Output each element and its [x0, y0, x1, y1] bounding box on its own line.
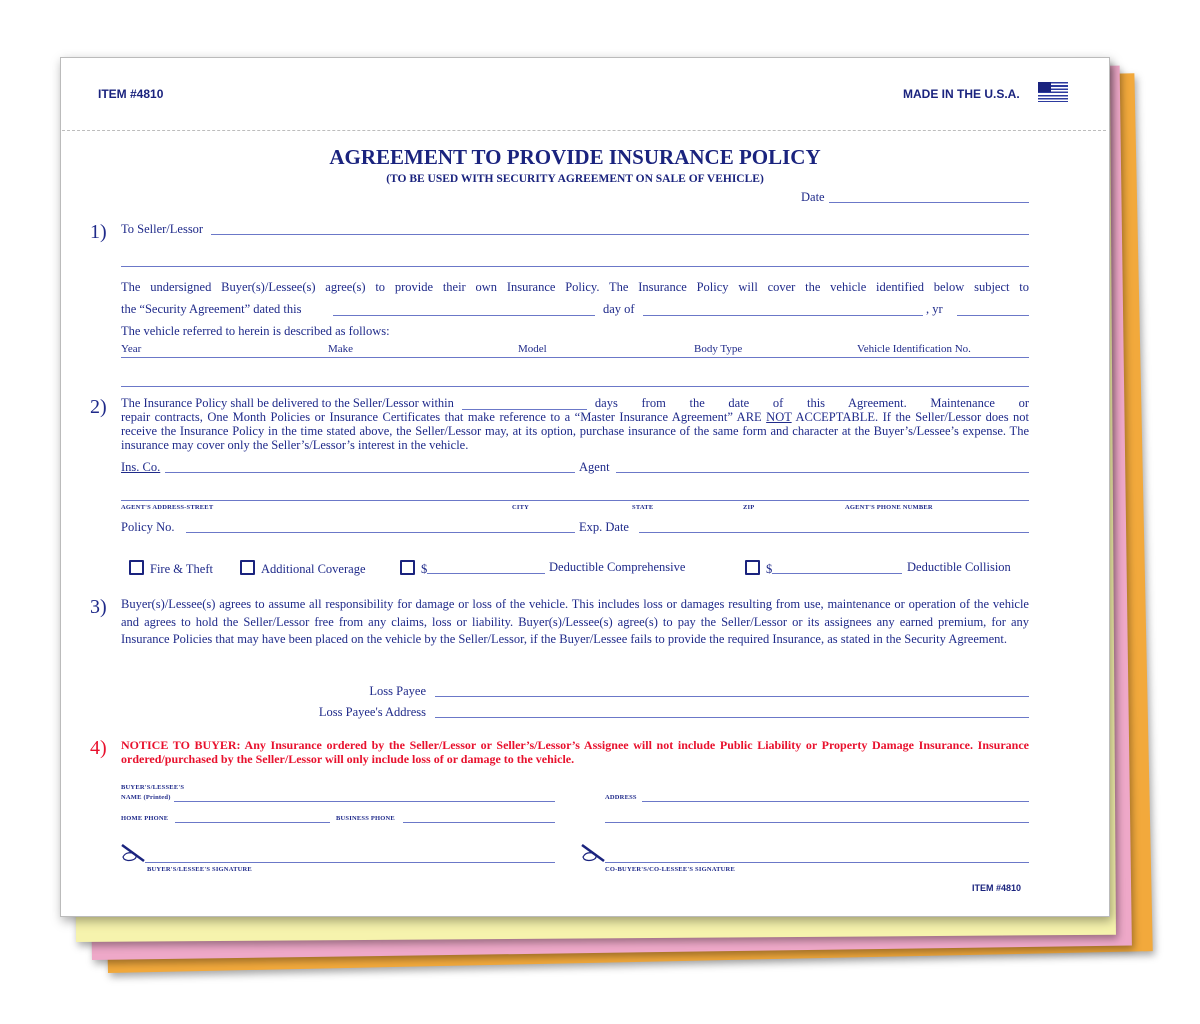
column-body-type: Body Type — [694, 343, 743, 355]
section-2-number: 2) — [90, 396, 107, 418]
not-emphasis: NOT — [766, 410, 792, 424]
delivery-text-cont: days from the date of this Agreement. Maintenance or — [594, 396, 1029, 410]
delivery-days-field[interactable] — [462, 398, 587, 410]
deductible-comprehensive-checkbox[interactable] — [400, 560, 427, 577]
agent-state-label: STATE — [632, 504, 654, 511]
additional-coverage-checkbox[interactable] — [240, 560, 366, 577]
column-year: Year — [121, 343, 142, 355]
cobuyer-signature-field[interactable] — [605, 862, 1029, 863]
buyer-name-label-line1: BUYER'S/LESSEE'S — [121, 784, 185, 791]
item-number-header: ITEM #4810 — [98, 87, 164, 101]
vehicle-header-line — [121, 357, 1029, 358]
date-label: Date — [801, 190, 825, 204]
section-3-paragraph: Buyer(s)/Lessee(s) agrees to assume all responsibility for damage or loss of the vehicle. This includes loss or damages resulting from use, maintenance or operation of the vehicle and agrees to hold the Seller/Lessor free from any claims, loss or liability. Buyer(s)/Lessee(s) agree(s) to pay the Seller/Lessor or its assignees any earned premium, for any Insurance Policies that may have been placed on the vehicle by the Seller/Lessor, if the Buyer/Lessee fails to provide the required Insurance, as stated in the Security Agreement. — [121, 597, 1029, 646]
address-field[interactable] — [642, 801, 1029, 802]
home-phone-field[interactable] — [175, 822, 330, 823]
to-seller-field[interactable] — [211, 234, 1029, 235]
date-field[interactable] — [829, 202, 1029, 203]
exp-date-label: Exp. Date — [579, 520, 629, 534]
vehicle-description-field[interactable] — [121, 386, 1029, 387]
page-title: AGREEMENT TO PROVIDE INSURANCE POLICY — [329, 145, 821, 169]
delivery-text: The Insurance Policy shall be delivered to the Seller/Lessor within — [121, 396, 454, 410]
page-subtitle: (TO BE USED WITH SECURITY AGREEMENT ON SALE OF VEHICLE) — [386, 173, 764, 185]
dated-day-field[interactable] — [333, 315, 595, 316]
section-4-number: 4) — [90, 737, 107, 759]
checkbox-icon[interactable] — [400, 560, 415, 575]
deductible-collision-checkbox[interactable] — [745, 560, 772, 577]
year-field[interactable] — [957, 315, 1029, 316]
deductible-comprehensive-label: Deductible Comprehensive — [549, 560, 686, 574]
address-field-line2[interactable] — [605, 822, 1029, 823]
day-of-label: day of — [603, 302, 635, 316]
business-phone-label: BUSINESS PHONE — [336, 815, 395, 822]
made-in-usa-label: MADE IN THE U.S.A. — [903, 87, 1020, 101]
buyer-name-field[interactable] — [174, 801, 555, 802]
to-seller-field-line2[interactable] — [121, 266, 1029, 267]
agent-zip-label: ZIP — [743, 504, 755, 511]
loss-payee-label: Loss Payee — [369, 684, 426, 698]
policy-no-field[interactable] — [186, 532, 575, 533]
home-phone-label: HOME PHONE — [121, 815, 169, 822]
us-flag-icon — [1038, 82, 1068, 102]
pen-signature-icon — [580, 844, 606, 864]
fire-theft-checkbox[interactable] — [129, 560, 213, 577]
agreement-paragraph-line1: The undersigned Buyer(s)/Lessee(s) agree(s) to provide their own Insurance Policy. The Insurance Policy will cover the vehicle identified below subject to — [121, 280, 1029, 294]
to-seller-label: To Seller/Lessor — [121, 222, 204, 236]
dollar-sign: $ — [766, 562, 773, 576]
agent-address-field[interactable] — [121, 500, 1029, 501]
buyer-signature-field[interactable] — [145, 862, 555, 863]
acceptability-text-cont: ACCEPTABLE. If the Seller/Lessor does not receive the Insurance Policy in the time stated above, the Seller/Lessor may, at its option, purchase insurance of the same form and character at the Buyer’s/Lessee’s expense. The insurance may cover only the Seller’s/Lessor’s interest in the vehicle. — [121, 410, 1030, 452]
agent-field[interactable] — [616, 472, 1029, 473]
pen-signature-icon — [120, 844, 146, 864]
additional-coverage-label: Additional Coverage — [261, 562, 366, 576]
section-3-number: 3) — [90, 596, 107, 618]
security-agreement-dated-label: the “Security Agreement” dated this — [121, 302, 302, 316]
agent-city-label: CITY — [512, 504, 530, 511]
cobuyer-signature-label: CO-BUYER'S/CO-LESSEE'S SIGNATURE — [605, 866, 735, 873]
column-model: Model — [518, 343, 547, 355]
deductible-collision-amount-field[interactable] — [772, 573, 902, 574]
loss-payee-field[interactable] — [435, 696, 1029, 697]
section-1-number: 1) — [90, 221, 107, 243]
acceptability-text: repair contracts, One Month Policies or Insurance Certificates that make reference to a “Master Insurance Agreement” ARE — [121, 410, 762, 424]
exp-date-field[interactable] — [639, 532, 1029, 533]
column-vin: Vehicle Identification No. — [857, 343, 971, 355]
loss-payee-address-field[interactable] — [435, 717, 1029, 718]
business-phone-field[interactable] — [403, 822, 555, 823]
item-number-footer: ITEM #4810 — [972, 883, 1022, 893]
policy-no-label: Policy No. — [121, 520, 175, 534]
dollar-sign: $ — [421, 562, 428, 576]
year-label: , yr — [926, 302, 943, 316]
agent-label: Agent — [579, 460, 610, 474]
section-2-paragraph — [121, 396, 1029, 452]
buyer-signature-label: BUYER'S/LESSEE'S SIGNATURE — [147, 866, 252, 873]
deductible-comprehensive-amount-field[interactable] — [427, 573, 545, 574]
fire-theft-label: Fire & Theft — [150, 562, 213, 576]
agent-phone-label: AGENT'S PHONE NUMBER — [845, 504, 933, 511]
ins-co-label: Ins. Co. — [121, 460, 161, 474]
vehicle-intro-text: The vehicle referred to herein is described as follows: — [121, 324, 390, 338]
notice-to-buyer: NOTICE TO BUYER: Any Insurance ordered by the Seller/Lessor or Seller’s/Lessor’s Assignee will not include Public Liability or Property Damage Insurance. Insurance ordered/purchased by the Seller/Lessor will only include loss of or damage to the vehicle. — [121, 738, 1029, 766]
checkbox-icon[interactable] — [745, 560, 760, 575]
checkbox-icon[interactable] — [240, 560, 255, 575]
buyer-name-label-line2: NAME (Printed) — [121, 794, 171, 801]
agent-address-street-label: AGENT'S ADDRESS-STREET — [121, 504, 214, 511]
ins-co-field[interactable] — [165, 472, 575, 473]
perforation-line — [62, 130, 1106, 131]
deductible-collision-label: Deductible Collision — [907, 560, 1011, 574]
loss-payee-address-label: Loss Payee's Address — [318, 705, 426, 719]
month-field[interactable] — [643, 315, 923, 316]
address-label: ADDRESS — [605, 794, 637, 801]
column-make: Make — [328, 343, 354, 355]
checkbox-icon[interactable] — [129, 560, 144, 575]
